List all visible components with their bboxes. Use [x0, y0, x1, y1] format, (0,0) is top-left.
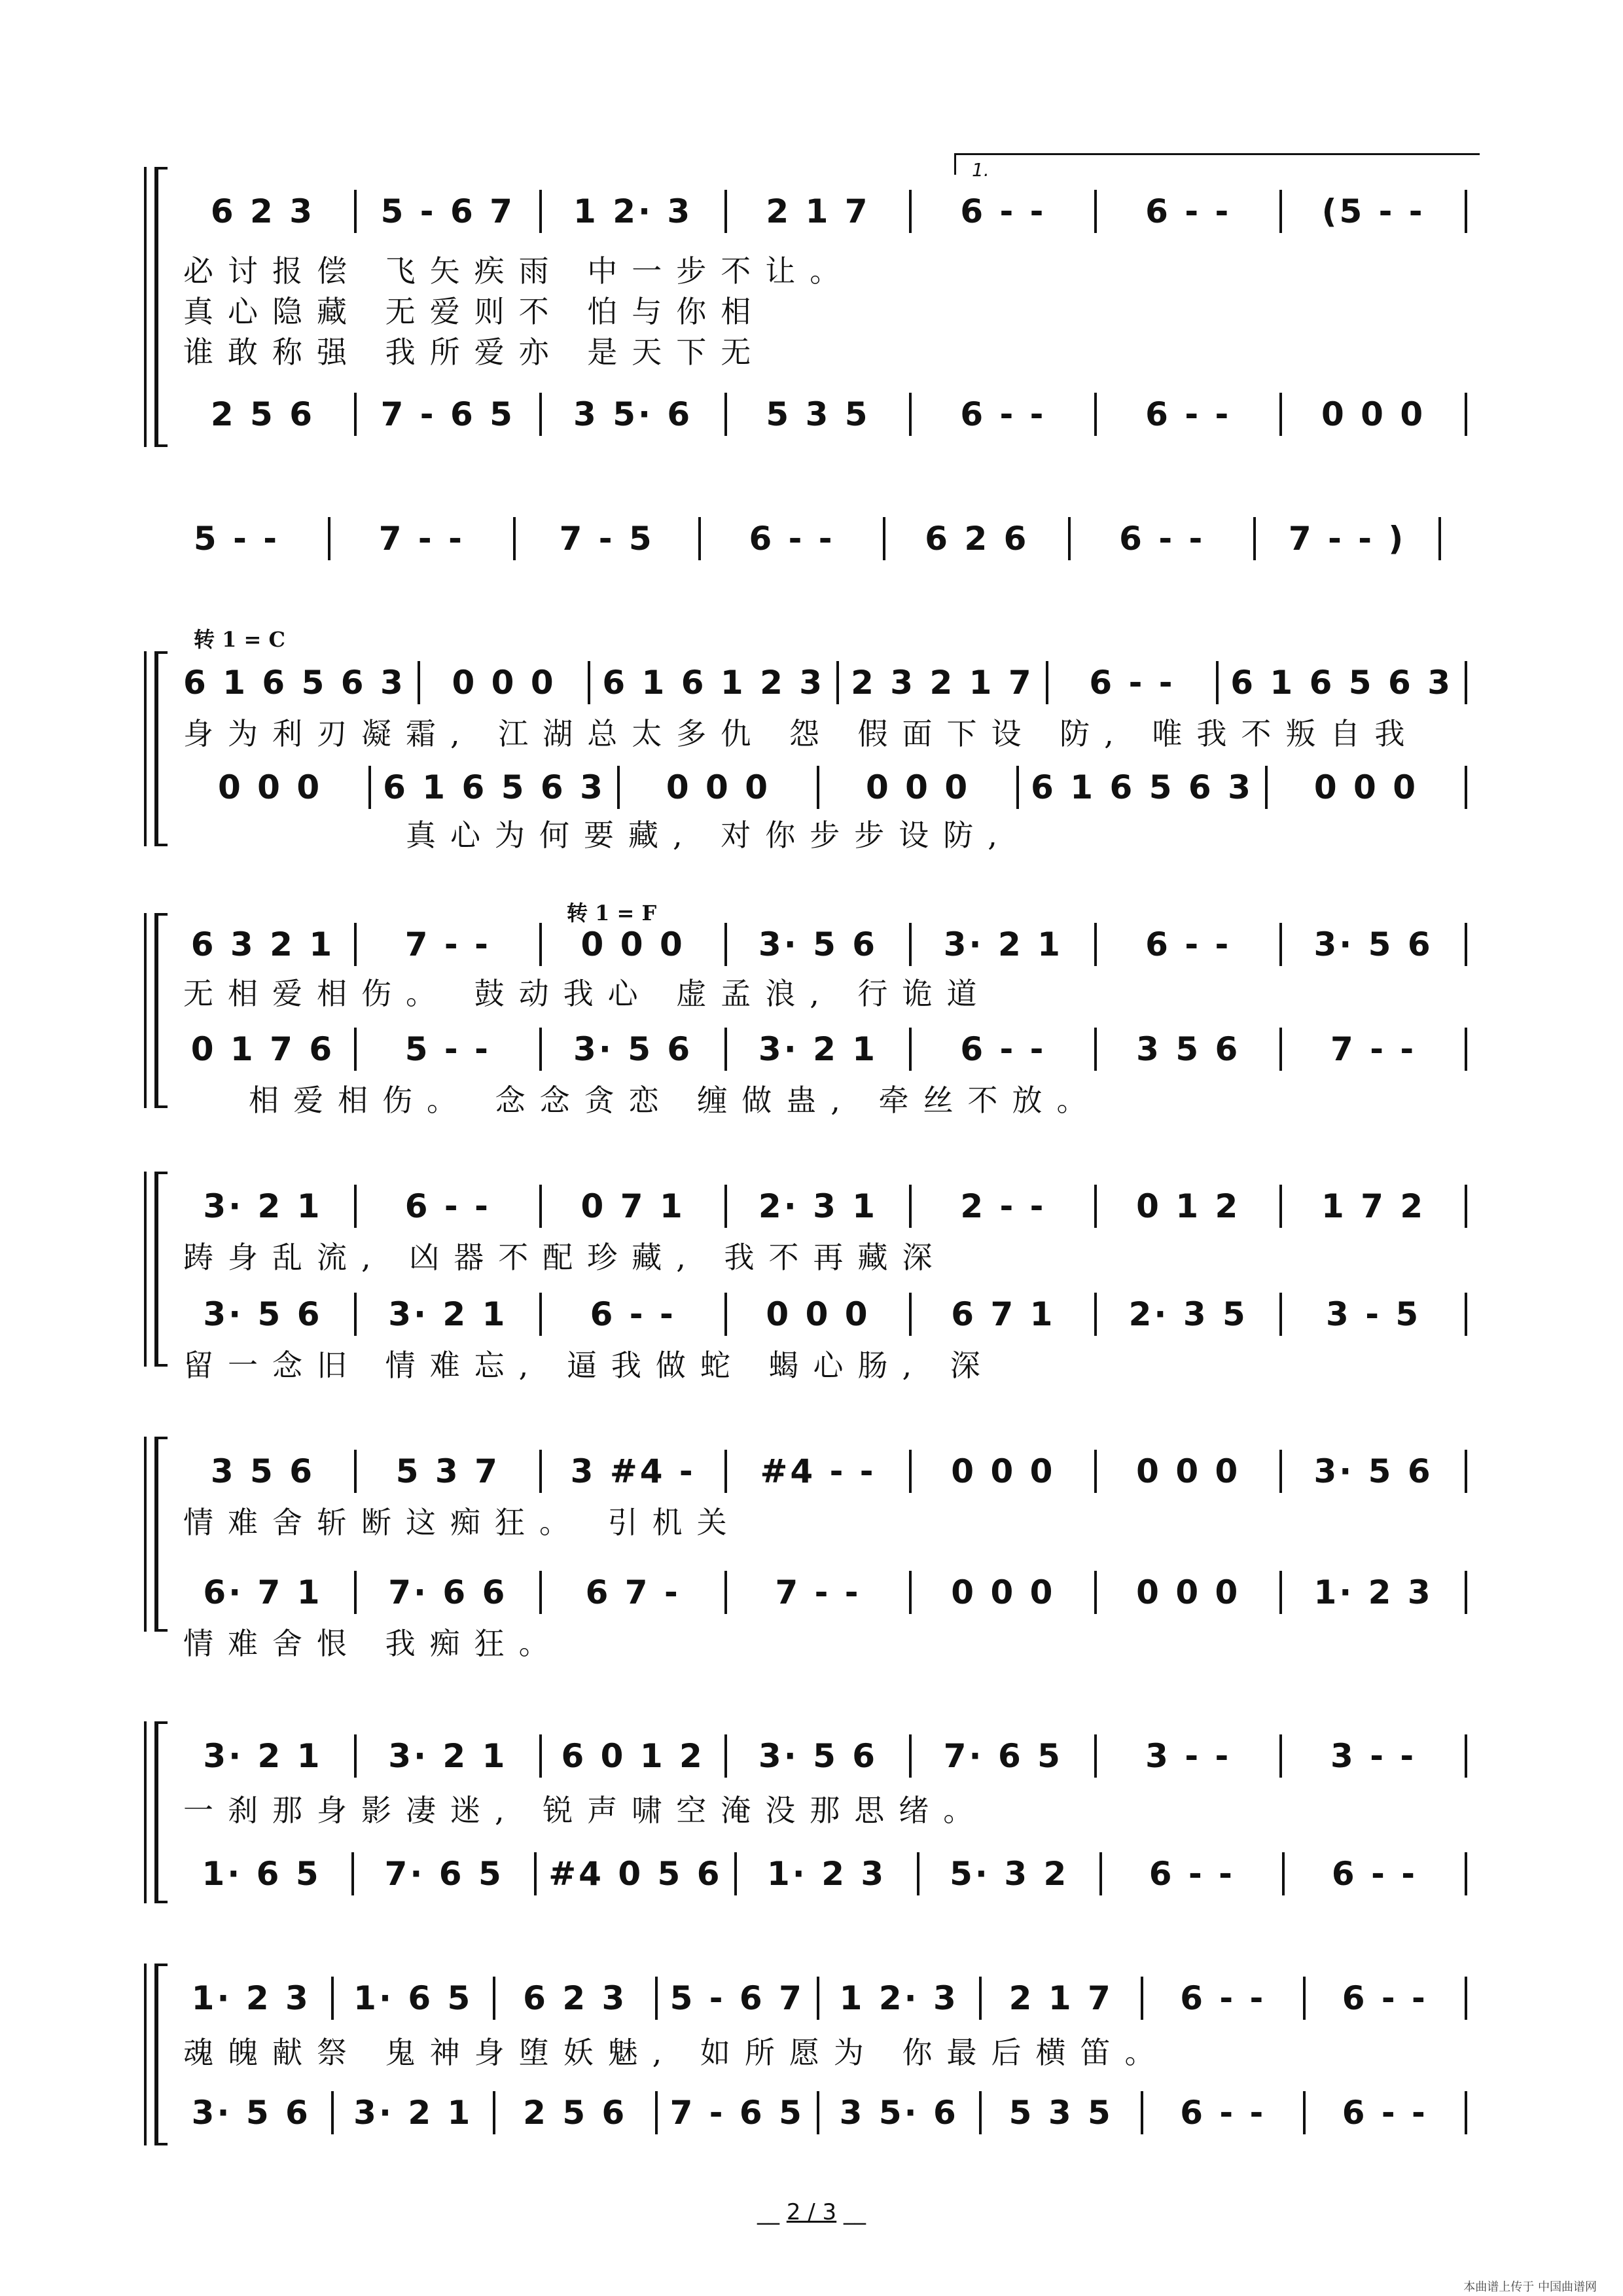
- measure: 0 0 0: [452, 664, 556, 702]
- barline: [1279, 1028, 1282, 1071]
- barline: [979, 2091, 982, 2134]
- barline: [909, 1571, 912, 1614]
- measure: 6 - -: [749, 520, 835, 558]
- measure: 6 3 2 1: [190, 925, 335, 963]
- measure: 3· 2 1: [758, 1030, 878, 1068]
- barline: [909, 1028, 912, 1071]
- barline: [1016, 766, 1019, 809]
- barline: [1265, 766, 1268, 809]
- upper-part-notes: [183, 1734, 1479, 1778]
- barline: [354, 1734, 357, 1778]
- measure: 7 - 5: [559, 520, 654, 558]
- barline: [909, 1734, 912, 1778]
- barline: [493, 1977, 495, 2020]
- barline: [734, 1852, 737, 1895]
- barline: [1094, 1450, 1097, 1493]
- measure: 0 0 0: [1313, 768, 1419, 806]
- barline: [513, 517, 516, 560]
- upper-part-notes: [183, 923, 1479, 966]
- measure: 6 1 6 5 6 3: [183, 664, 406, 702]
- measure: 3· 5 6: [758, 1737, 878, 1775]
- barline: [354, 1028, 357, 1071]
- volta-label: 1.: [972, 159, 990, 181]
- upper-part-notes: [183, 1185, 1479, 1228]
- barline: [1279, 1293, 1282, 1336]
- upper-part-notes: [183, 1977, 1479, 2020]
- measure: 6 - -: [1089, 664, 1175, 702]
- barline: [1253, 517, 1256, 560]
- measure: 5 3 5: [1008, 2094, 1113, 2132]
- measure: 6· 7 1: [203, 1573, 323, 1611]
- barline: [328, 517, 330, 560]
- measure: 0 0 0: [1321, 395, 1426, 433]
- measure: 6 1 6 1 2 3: [602, 664, 825, 702]
- barline: [1216, 661, 1219, 704]
- measure: 6 2 3: [523, 1979, 628, 2017]
- measure: 1· 2 3: [191, 1979, 311, 2017]
- measure: #4 - -: [760, 1452, 876, 1490]
- measure: 5 3 5: [766, 395, 870, 433]
- key-change: 转 1 = F: [567, 901, 657, 925]
- measure: 6 - -: [1145, 192, 1232, 230]
- measure: 6 - -: [1145, 395, 1232, 433]
- measure: 0 7 1: [580, 1187, 685, 1225]
- measure: 1 2· 3: [573, 192, 693, 230]
- barline: [1465, 1185, 1467, 1228]
- measure: 0 0 0: [217, 768, 323, 806]
- barline: [1068, 517, 1071, 560]
- barline: [1465, 1977, 1467, 2020]
- measure: 6 7 1: [951, 1295, 1056, 1333]
- lower-part-notes: [183, 1852, 1479, 1895]
- barline: [1465, 661, 1467, 704]
- barline: [331, 2091, 334, 2134]
- barline: [1465, 1571, 1467, 1614]
- measure: 2 1 7: [766, 192, 870, 230]
- barline: [817, 2091, 819, 2134]
- barline: [909, 190, 912, 233]
- measure: 7 - - ): [1288, 520, 1406, 558]
- barline: [539, 1571, 542, 1614]
- upper-lyric-1: 身为利刃凝霜, 江湖总太多仇 怨 假面下设 防, 唯我不叛自我: [183, 716, 1419, 751]
- lower-lyric-1: 留一念旧 情难忘, 逼我做蛇 蝎心肠, 深: [183, 1348, 995, 1383]
- measure: 2 5 6: [523, 2094, 628, 2132]
- measure: 3· 5 6: [1313, 925, 1433, 963]
- system-bracket: [154, 167, 168, 447]
- measure: 3· 5 6: [758, 925, 878, 963]
- lower-part-notes: [183, 393, 1479, 436]
- measure: 1· 6 5: [353, 1979, 473, 2017]
- barline: [354, 1185, 357, 1228]
- upper-lyric-1: 踌身乱流, 凶器不配珍藏, 我不再藏深: [183, 1240, 947, 1275]
- measure: 6 - -: [1342, 1979, 1428, 2017]
- measure: 0 1 7 6: [190, 1030, 335, 1068]
- lower-part-notes: [183, 1293, 1479, 1336]
- measure: 7· 6 5: [943, 1737, 1063, 1775]
- measure: 0 0 0: [1136, 1452, 1241, 1490]
- measure: 3· 5 6: [1313, 1452, 1433, 1490]
- measure: 0 0 0: [865, 768, 971, 806]
- system-bracket: [154, 651, 168, 846]
- barline: [1465, 766, 1467, 809]
- measure: 6 - -: [1145, 925, 1232, 963]
- barline: [354, 923, 357, 966]
- barline: [1279, 190, 1282, 233]
- measure: 0 0 0: [1136, 1573, 1241, 1611]
- barline: [724, 1450, 727, 1493]
- barline: [909, 1185, 912, 1228]
- barline: [1279, 923, 1282, 966]
- measure: 3 5· 6: [573, 395, 693, 433]
- measure: 0 0 0: [766, 1295, 870, 1333]
- barline: [655, 1977, 658, 2020]
- system-bracket: [154, 1721, 168, 1903]
- lower-lyric-1: 情难舍恨 我痴狂。: [183, 1626, 563, 1661]
- barline: [1279, 1450, 1282, 1493]
- measure: 2 5 6: [210, 395, 315, 433]
- barline: [354, 1293, 357, 1336]
- measure: 6 1 6 5 6 3: [1031, 768, 1253, 806]
- barline: [1465, 393, 1467, 436]
- lower-part-notes: [183, 1571, 1479, 1614]
- measure: 3 #4 -: [570, 1452, 696, 1490]
- barline: [724, 1293, 727, 1336]
- upper-part-notes: [183, 661, 1479, 704]
- measure: 7 - -: [775, 1573, 861, 1611]
- measure: (5 - -: [1321, 192, 1425, 230]
- barline: [724, 1571, 727, 1614]
- measure: 0 1 2: [1136, 1187, 1241, 1225]
- barline: [539, 393, 542, 436]
- barline: [724, 190, 727, 233]
- barline: [1465, 1028, 1467, 1071]
- measure: 3 - 5: [1326, 1295, 1421, 1333]
- measure: 3 5 6: [1136, 1030, 1241, 1068]
- measure: 6 2 3: [210, 192, 315, 230]
- barline: [1141, 1977, 1143, 2020]
- measure: 6 1 6 5 6 3: [1230, 664, 1453, 702]
- barline: [724, 1734, 727, 1778]
- upper-lyric-1: 必讨报偿 飞矢疾雨 中一步不让。: [183, 253, 855, 289]
- measure: 3· 2 1: [203, 1187, 323, 1225]
- barline: [1465, 923, 1467, 966]
- barline: [1094, 1571, 1097, 1614]
- system-bracket: [154, 1437, 168, 1632]
- barline: [917, 1852, 919, 1895]
- barline: [354, 1450, 357, 1493]
- barline: [1094, 393, 1097, 436]
- measure: 5 - -: [404, 1030, 491, 1068]
- barline: [617, 766, 620, 809]
- measure: 3· 5 6: [203, 1295, 323, 1333]
- barline: [1279, 393, 1282, 436]
- lower-part-notes: [183, 1028, 1479, 1071]
- upper-lyric-1: 一刹那身影凄迷, 锐声啸空淹没那思绪。: [183, 1793, 988, 1828]
- barline: [1279, 1734, 1282, 1778]
- barline: [331, 1977, 334, 2020]
- barline: [539, 1028, 542, 1071]
- measure: 2 - -: [960, 1187, 1046, 1225]
- barline: [655, 2091, 658, 2134]
- barline: [724, 1185, 727, 1228]
- barline: [909, 923, 912, 966]
- measure: 2· 3 1: [758, 1187, 878, 1225]
- barline: [817, 1977, 819, 2020]
- measure: 1· 6 5: [202, 1855, 321, 1893]
- barline: [909, 1450, 912, 1493]
- barline: [1094, 1028, 1097, 1071]
- barline: [539, 1450, 542, 1493]
- measure: 6 - -: [960, 192, 1046, 230]
- measure: 6 - -: [1342, 2094, 1428, 2132]
- lower-lyric-1: 真心为何要藏, 对你步步设防,: [406, 817, 1012, 853]
- barline: [1279, 1185, 1282, 1228]
- measure: 3· 2 1: [203, 1737, 323, 1775]
- barline: [1282, 1852, 1285, 1895]
- upper-part-notes: [183, 1450, 1479, 1493]
- measure: 7· 6 6: [388, 1573, 508, 1611]
- measure: 7· 6 5: [384, 1855, 504, 1893]
- barline: [539, 1185, 542, 1228]
- measure: 2 1 7: [1008, 1979, 1113, 2017]
- measure: 1 7 2: [1321, 1187, 1426, 1225]
- barline: [817, 766, 819, 809]
- measure: 6 0 1 2: [561, 1737, 705, 1775]
- measure: 6 - -: [960, 1030, 1046, 1068]
- upper-lyric-3: 谁敢称强 我所爱亦 是天下无: [183, 334, 766, 370]
- measure: 3 - -: [1330, 1737, 1417, 1775]
- measure: 1· 2 3: [1313, 1573, 1433, 1611]
- barline: [534, 1852, 537, 1895]
- measure: 6 - -: [590, 1295, 676, 1333]
- barline: [1465, 1852, 1467, 1895]
- barline: [698, 517, 701, 560]
- source-credit: 本曲谱上传于 中国曲谱网: [1463, 2280, 1597, 2294]
- barline: [368, 766, 371, 809]
- measure: 5 - -: [193, 520, 279, 558]
- measure: 1 2· 3: [839, 1979, 959, 2017]
- barline: [539, 1734, 542, 1778]
- barline: [354, 1571, 357, 1614]
- barline: [1438, 517, 1441, 560]
- measure: 6 2 6: [925, 520, 1029, 558]
- barline: [1465, 1734, 1467, 1778]
- page-number: __ 2 / 3 __: [757, 2199, 866, 2225]
- upper-part-notes: [183, 190, 1479, 233]
- system-bracket: [154, 913, 168, 1108]
- upper-lyric-1: 无相爱相伤。 鼓动我心 虚孟浪, 行诡道: [183, 976, 991, 1011]
- barline: [354, 190, 357, 233]
- barline: [1099, 1852, 1102, 1895]
- measure: 6 7 -: [585, 1573, 681, 1611]
- barline: [883, 517, 885, 560]
- measure: 7 - 6 5: [669, 2094, 804, 2132]
- measure: 5 - 6 7: [380, 192, 515, 230]
- measure: 6 - -: [1180, 1979, 1266, 2017]
- measure: 6 - -: [404, 1187, 491, 1225]
- measure: 3 - -: [1145, 1737, 1232, 1775]
- barline: [836, 661, 839, 704]
- measure: 5· 3 2: [950, 1855, 1069, 1893]
- barline: [909, 1293, 912, 1336]
- barline: [588, 661, 590, 704]
- measure: 6 - -: [1331, 1855, 1418, 1893]
- barline: [1046, 661, 1048, 704]
- measure: 0 0 0: [666, 768, 771, 806]
- barline: [1465, 2091, 1467, 2134]
- barline: [979, 1977, 982, 2020]
- measure: 7 - -: [378, 520, 465, 558]
- upper-lyric-1: 情难舍斩断这痴狂。 引机关: [183, 1505, 741, 1540]
- lower-part-notes: [183, 766, 1479, 809]
- lower-lyric-1: 相爱相伤。 念念贪恋 缠做蛊, 牵丝不放。: [249, 1083, 1101, 1118]
- system-bracket: [154, 1964, 168, 2145]
- barline: [1094, 1185, 1097, 1228]
- measure: 3· 5 6: [191, 2094, 311, 2132]
- measure: 2· 3 5: [1128, 1295, 1248, 1333]
- measure: 5 - 6 7: [669, 1979, 804, 2017]
- barline: [418, 661, 420, 704]
- measure: 3· 2 1: [943, 925, 1063, 963]
- barline: [724, 923, 727, 966]
- measure: 6 - -: [1149, 1855, 1235, 1893]
- barline: [493, 2091, 495, 2134]
- barline: [354, 393, 357, 436]
- barline: [539, 923, 542, 966]
- measure: 3 5· 6: [839, 2094, 959, 2132]
- measure: 6 - -: [1119, 520, 1205, 558]
- measure: 7 - 6 5: [380, 395, 515, 433]
- measure: 0 0 0: [951, 1452, 1056, 1490]
- barline: [909, 393, 912, 436]
- upper-lyric-2: 真心隐藏 无爱则不 怕与你相: [183, 294, 766, 329]
- barline: [539, 190, 542, 233]
- barline: [1094, 923, 1097, 966]
- barline: [1094, 1293, 1097, 1336]
- interlude-notes: [157, 517, 1453, 560]
- measure: 6 - -: [960, 395, 1046, 433]
- barline: [1279, 1571, 1282, 1614]
- barline: [539, 1293, 542, 1336]
- upper-lyric-1: 魂魄献祭 鬼神身堕妖魅, 如所愿为 你最后横笛。: [183, 2035, 1169, 2070]
- barline: [351, 1852, 354, 1895]
- measure: 6 1 6 5 6 3: [383, 768, 605, 806]
- measure: 6 - -: [1180, 2094, 1266, 2132]
- barline: [1303, 1977, 1306, 2020]
- measure: 5 3 7: [395, 1452, 500, 1490]
- measure: 0 0 0: [580, 925, 685, 963]
- lower-part-notes: [183, 2091, 1479, 2134]
- measure: 3· 5 6: [573, 1030, 693, 1068]
- measure: 7 - -: [1330, 1030, 1417, 1068]
- barline: [1094, 1734, 1097, 1778]
- barline: [1094, 190, 1097, 233]
- key-change: 转 1 = C: [194, 627, 285, 652]
- barline: [724, 1028, 727, 1071]
- measure: 3· 2 1: [388, 1295, 508, 1333]
- volta-bracket: [954, 153, 1480, 181]
- barline: [724, 393, 727, 436]
- system-bracket: [154, 1172, 168, 1367]
- barline: [1141, 2091, 1143, 2134]
- measure: 1· 2 3: [767, 1855, 887, 1893]
- measure: #4 0 5 6: [548, 1855, 722, 1893]
- measure: 3· 2 1: [353, 2094, 473, 2132]
- barline: [1465, 1450, 1467, 1493]
- measure: 0 0 0: [951, 1573, 1056, 1611]
- measure: 3 5 6: [210, 1452, 315, 1490]
- measure: 2 3 2 1 7: [851, 664, 1034, 702]
- barline: [1465, 190, 1467, 233]
- barline: [1303, 2091, 1306, 2134]
- measure: 3· 2 1: [388, 1737, 508, 1775]
- measure: 7 - -: [404, 925, 491, 963]
- barline: [1465, 1293, 1467, 1336]
